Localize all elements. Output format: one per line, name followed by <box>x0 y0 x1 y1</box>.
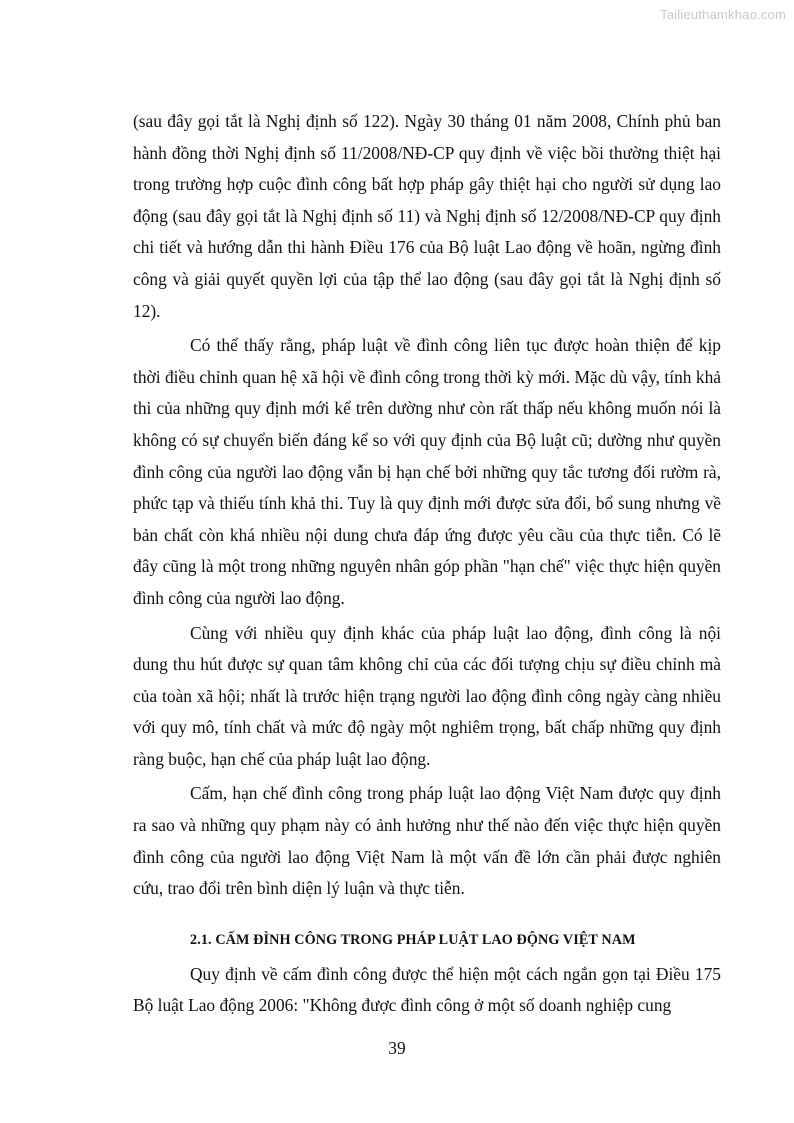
paragraph-1: (sau đây gọi tắt là Nghị định số 122). Ngày 30 tháng 01 năm 2008, Chính phủ ban hành đồng thời Nghị định số 11/2008/NĐ-CP quy định về việc bồi thường thiệt hại trong trường hợp cuộc đình công bất hợp pháp gây thiệt hại cho người sử dụng lao động (sau đây gọi tắt là Nghị định số 11) và Nghị định số 12/2008/NĐ-CP quy định chi tiết và hướng dẫn thi hành Điều 176 của Bộ luật Lao động về hoãn, ngừng đình công và giải quyết quyền lợi của tập thể lao động (sau đây gọi tắt là Nghị định số 12). <box>133 111 721 321</box>
section-heading: 2.1. CẤM ĐÌNH CÔNG TRONG PHÁP LUẬT LAO ĐỘNG VIỆT NAM <box>190 931 636 948</box>
paragraph-2: Có thể thấy rằng, pháp luật về đình công liên tục được hoàn thiện để kịp thời điều chỉnh quan hệ xã hội về đình công trong thời kỳ mới. Mặc dù vậy, tính khả thi của những quy định mới kể trên dường như còn rất thấp nếu không muốn nói là không có sự chuyển biến đáng kể so với quy định của Bộ luật cũ; dường như quyền đình công của người lao động vẫn bị hạn chế bởi những quy tắc tương đối rườm rà, phức tạp và thiếu tính khả thi. Tuy là quy định mới được sửa đổi, bổ sung nhưng về bản chất còn khá nhiều nội dung chưa đáp ứng được yêu cầu của thực tiễn. Có lẽ đây cũng là một trong những nguyên nhân góp phần "hạn chế" việc thực hiện quyền đình công của người lao động. <box>133 335 721 608</box>
page-body <box>133 106 721 1022</box>
paragraph-4: Cấm, hạn chế đình công trong pháp luật lao động Việt Nam được quy định ra sao và những quy phạm này có ảnh hưởng như thế nào đến việc thực hiện quyền đình công của người lao động Việt Nam là một vấn đề lớn cần phải được nghiên cứu, trao đổi trên bình diện lý luận và thực tiễn. <box>133 783 721 899</box>
paragraph-5: Quy định về cấm đình công được thể hiện một cách ngắn gọn tại Điều 175 Bộ luật Lao động 2006: "Không được đình công ở một số doanh nghiệp cung <box>133 963 721 1016</box>
paragraph-3: Cùng với nhiều quy định khác của pháp luật lao động, đình công là nội dung thu hút được sự quan tâm không chỉ của các đối tượng chịu sự điều chỉnh mà của toàn xã hội; nhất là trước hiện trạng người lao động đình công ngày càng nhiều với quy mô, tính chất và mức độ ngày một nghiêm trọng, bất chấp những quy định ràng buộc, hạn chế của pháp luật lao động. <box>133 622 721 769</box>
page-number: 39 <box>388 1038 406 1058</box>
watermark-text: Tailieuthamkhao.com <box>660 7 786 22</box>
